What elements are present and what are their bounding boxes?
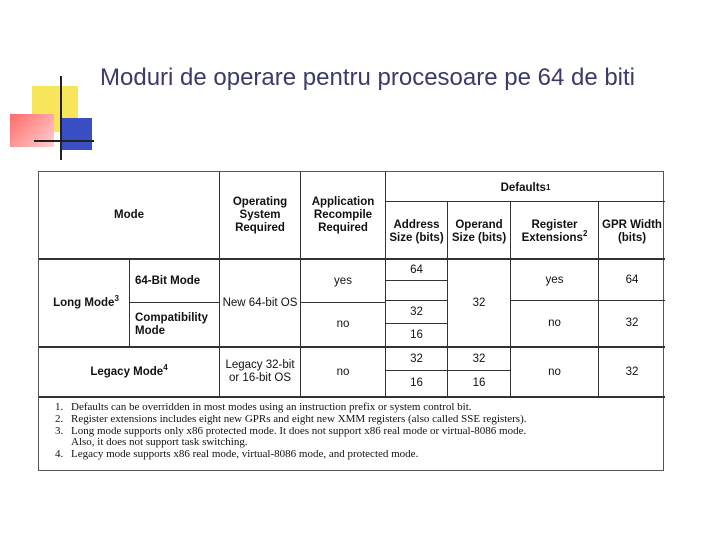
table-grid xyxy=(39,172,665,400)
submode-compatibility: Compatibility Mode xyxy=(135,311,208,337)
header-gpr-width: GPR Width (bits) xyxy=(602,219,662,244)
ext-64bit: yes xyxy=(545,273,564,286)
footnote: 1. Defaults can be overridden in most modes using an instruction prefix or system control bit. xyxy=(55,401,472,413)
operating-modes-table xyxy=(38,171,664,471)
address-64bit: 64 xyxy=(410,263,423,276)
legacy-ext: no xyxy=(548,365,561,378)
long-mode-os: New 64-bit OS xyxy=(222,296,298,309)
operand-long-mode: 32 xyxy=(472,296,486,309)
legacy-address-b: 16 xyxy=(410,377,423,389)
recompile-compat: no xyxy=(336,318,350,330)
header-operand-size: Operand Size (bits) xyxy=(451,219,507,244)
header-recompile-required: Application Recompile Required xyxy=(311,195,375,234)
legacy-mode-label: Legacy Mode$^4$ xyxy=(90,362,168,378)
header-defaults: Defaults 1 xyxy=(500,181,551,194)
logo-line-vertical xyxy=(60,76,62,160)
address-compat-b: 16 xyxy=(410,328,423,341)
footnote: 4. Legacy mode supports x86 real mode, virtual-8086 mode, and protected mode. xyxy=(55,448,419,461)
header-address-size: Address Size (bits) xyxy=(389,219,444,244)
logo-square-blue xyxy=(60,118,92,150)
gpr-64bit: 64 xyxy=(625,273,639,286)
header-mode: Mode xyxy=(113,208,145,221)
footnote: Also, it does not support task switching. xyxy=(71,436,248,449)
header-os-required: Operating System Required xyxy=(232,195,288,234)
footnotes xyxy=(55,401,527,461)
rule-legacy-bottom xyxy=(39,396,665,398)
logo-line-horizontal xyxy=(34,140,94,142)
slide-title: Moduri de operare pentru procesoare pe 64 de biti xyxy=(100,64,636,91)
gpr-compat: 32 xyxy=(625,317,639,329)
legacy-operand-a: 32 xyxy=(472,352,486,365)
legacy-operand-b: 16 xyxy=(472,377,486,389)
long-mode-label: Long Mode$^3$ xyxy=(53,293,119,309)
legacy-mode-os: Legacy 32-bit or 16-bit OS xyxy=(225,359,295,384)
recompile-64bit: yes xyxy=(334,274,352,287)
rule-address-64 xyxy=(385,280,447,281)
footnote: 3. Long mode supports only x86 protected mode. It does not support x86 real mode or virtual-8086 mode. xyxy=(55,424,527,437)
submode-64bit: 64-Bit Mode xyxy=(135,274,201,287)
logo-square-red xyxy=(10,114,54,147)
header-register-extensions: Register Extensions$^2$ xyxy=(521,219,588,244)
footnote: 2. Register extensions includes eight new GPRs and eight new XMM registers (also called SSE registers). xyxy=(55,412,527,425)
legacy-recompile: no xyxy=(336,365,350,378)
ext-compat: no xyxy=(548,317,561,329)
rule-submode-v xyxy=(129,260,130,346)
address-compat-a: 32 xyxy=(410,305,423,318)
legacy-gpr: 32 xyxy=(625,365,639,378)
legacy-address-a: 32 xyxy=(410,352,423,365)
